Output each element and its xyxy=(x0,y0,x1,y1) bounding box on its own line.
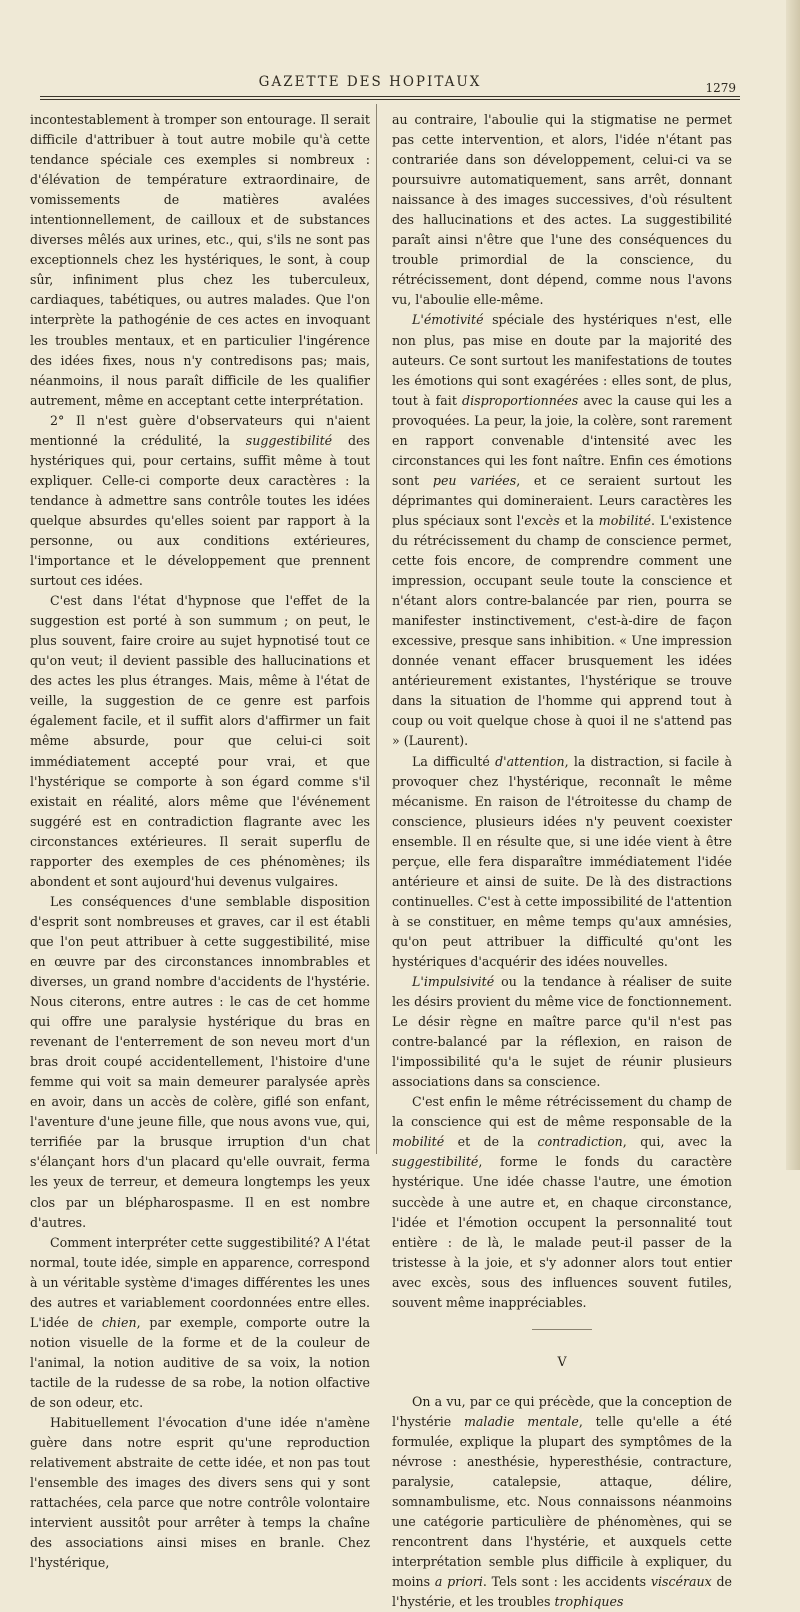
emphasis: excès xyxy=(524,512,560,528)
text-run: 2° Il n'est guère d'observateurs qui n'aient mentionné la crédulité, la xyxy=(30,412,370,448)
page-spine-edge xyxy=(786,0,800,1170)
paragraph: C'est dans l'état d'hypnose que l'effet de la suggestion est porté à son summum ; on peut, le plus souvent, faire croire au sujet hypnotisé tout ce qu'on veut; il devient passible des hallucinations et des actes les plus étranges. Mais, même à l'état de veille, la suggestion de ce genre est parfois également facile, et il suffit alors d'affirmer un fait même absurde, pour que celui-ci soit immédiatement accepté pour vrai, et que l'hystérique se comporte à son égard comme s'il existait en réalité, alors même que l'événement suggéré est en contradiction flagrante avec les circonstances extérieures. Il serait superflu de rapporter des exemples de ces phénomènes; ils abondent et sont aujourd'hui devenus vulgaires. xyxy=(30,593,370,889)
emphasis: L'impulsivité xyxy=(412,974,495,990)
text-run: spéciale des hystériques n'est, elle non plus, pas mise en doute par la majorité des auteurs. Ce sont surtout les manifestations de toutes les émotions qui sont exagérées : elles sont, de plus, tout à fait xyxy=(392,312,732,408)
text-run: . Tels sont : les accidents xyxy=(482,1574,651,1590)
text-run: de l'hystérie, et les troubles xyxy=(392,1574,732,1610)
paragraph xyxy=(30,411,370,591)
emphasis: peu variées xyxy=(432,472,517,488)
text-run: ou la tendance à réaliser de suite les désirs provient du même vice de fonctionnement. Le désir règne en maître parce qu'il n'est pas contre-balancé par la réflexion, en raison de l'impossibilité qu'a le sujet de réunir plusieurs associations dans sa conscience. xyxy=(392,974,732,1090)
emphasis: d'attention xyxy=(495,753,565,769)
emphasis: trophiques xyxy=(554,1594,624,1610)
journal-title: GAZETTE DES HOPITAUX xyxy=(258,74,482,90)
emphasis: viscéraux xyxy=(650,1574,712,1590)
text-run: , et ce seraient surtout les déprimantes qui domineraient. Leurs caractères les plus spéciaux sont l' xyxy=(392,472,732,528)
text-run: , qui, avec la xyxy=(622,1134,732,1150)
emphasis: chien xyxy=(101,1314,137,1330)
paragraph xyxy=(30,1233,370,1413)
text-run: avec la cause qui les a provoquées. La peur, la joie, la colère, sont rarement en rapport convenable d'intensité avec les circonstances qui les font naître. Enfin ces émotions sont xyxy=(392,392,732,488)
text-run: et de la xyxy=(444,1134,538,1150)
running-header xyxy=(40,70,740,96)
text-run: , forme le fonds du caractère hystérique. Une idée chasse l'autre, une émotion succède à une autre et, en chaque circonstance, l'idée et l'émotion occupent la personnalité tout entière : de là, le malade peut-il passer de la tristesse à la joie, et s'y adonner alors tout entier avec excès, sous des influences souvent futiles, souvent même inappréciables. xyxy=(392,1154,732,1310)
paragraph xyxy=(392,310,732,751)
text-run: , la distraction, si facile à provoquer chez l'hystérique, reconnaît le même mécanisme. En raison de l'étroitesse du champ de conscience, plusieurs idées n'y peuvent coexister ensemble. Il en résulte que, si une idée vient à être perçue, elle fera disparaître immédiatement l'idée antérieure et ainsi de suite. De là des distractions continuelles. C'est à cette impossibilité de l'attention à se constituer, en même temps qu'aux amnésies, qu'on peut attribuer la difficulté qu'ont les hystériques d'acquérir des idées nouvelles. xyxy=(392,753,733,969)
text-run: des hystériques qui, pour certains, suffit même à tout expliquer. Celle-ci comporte deux caractères : la tendance à admettre sans contrôle toutes les idées quelque absurdes qu'elles soient par rapport à la personne, ou aux conditions extérieures, l'importance et le développement que prennent surtout ces idées. xyxy=(30,432,370,589)
paragraph: incontestablement à tromper son entourage. Il serait difficile d'attribuer à tout autre mobile qu'à cette tendance spéciale ces exemples si nombreux : d'élévation de température extraordinaire, de vomissements de matières avalées intentionnellement, de cailloux et de substances diverses mêlés aux urines, etc., qui, s'ils ne sont pas exceptionnels chez les hystériques, le sont, à coup sûr, infiniment plus chez les tuberculeux, cardiaques, tabétiques, ou autres malades. Que l'on interprète la pathogénie de ces actes en invoquant les troubles mentaux, et en particulier l'ingérence des idées fixes, nous n'y contredisons pas; mais, néanmoins, il nous paraît difficile de les qualifier autrement, même en acceptant cette interprétation. xyxy=(30,112,370,408)
emphasis: disproportionnées xyxy=(462,392,579,408)
text-run: C'est enfin le même rétrécissement du champ de la conscience qui est de même responsable de la xyxy=(392,1094,732,1130)
text-run: et la xyxy=(559,512,599,528)
header-rule-thin xyxy=(40,99,740,100)
paragraph: au contraire, l'aboulie qui la stigmatise ne permet pas cette intervention, et alors, l'idée n'étant pas contrariée dans son développement, celui-ci va se poursuivre automatiquement, sans arrêt, donnant naissance à des images successives, d'où résultent des hallucinations et des actes. La suggestibilité paraît ainsi n'être que l'une des conséquences du trouble primordial de la conscience, du rétrécissement, dont dépend, comme nous l'avons vu, l'aboulie elle-même. xyxy=(392,112,732,308)
right-column xyxy=(392,110,732,1612)
text-run: , telle qu'elle a été formulée, explique la plupart des symptômes de la névrose : anesthésie, hyperesthésie, contracture, paralysie, catalepsie, attaque, délire, somnambulisme, etc. Nous connaissons néanmoins une catégorie particulière de phénomènes, qui se rencontrent dans l'hystérie, et auxquels cette interprétation semble plus difficile à expliquer, du moins xyxy=(392,1413,732,1590)
paragraph: Habituellement l'évocation d'une idée n'amène guère dans notre esprit qu'une reproduction relativement abstraite de cette idée, et non pas tout l'ensemble des images des divers sens qui y sont rattachées, cela parce que notre contrôle volontaire intervient aussitôt pour arrêter à temps la chaîne des associations ainsi mises en branle. Chez l'hystérique, xyxy=(30,1415,370,1571)
paragraph xyxy=(392,1392,732,1612)
emphasis: maladie mentale xyxy=(463,1413,579,1429)
text-run: , par exemple, comporte outre la notion visuelle de la forme et de la couleur de l'animal, la notion auditive de sa voix, la notion tactile de la rudesse de sa robe, la notion olfactive de son odeur, etc. xyxy=(30,1314,371,1410)
emphasis: suggestibilité xyxy=(392,1154,479,1170)
section-rule-above xyxy=(532,1329,592,1330)
text-run: On a vu, par ce qui précède, que la conception de l'hystérie xyxy=(392,1393,732,1429)
page-number: 1279 xyxy=(705,81,736,95)
emphasis: contradiction xyxy=(537,1134,623,1150)
text-run: Comment interpréter cette suggestibilité? A l'état normal, toute idée, simple en apparence, correspond à un véritable système d'images différentes les unes des autres et variablement coordonnées entre elles. L'idée de xyxy=(30,1234,370,1330)
left-column xyxy=(30,110,370,1573)
column-divider xyxy=(376,104,377,1154)
text-run: La difficulté xyxy=(412,753,496,769)
emphasis: mobilité xyxy=(392,1134,445,1150)
paragraph: Les conséquences d'une semblable disposition d'esprit sont nombreuses et graves, car il est établi que l'on peut attribuer à cette suggestibilité, mise en œuvre par des circonstances innombrables et diverses, un grand nombre d'accidents de l'hystérie. Nous citerons, entre autres : le cas de cet homme qui offre une paralysie hystérique du bras en revenant de l'enterrement de son neveu mort d'un bras droit coupé accidentellement, l'histoire d'une femme qui voit sa main demeurer paralysée après en avoir, dans un accès de colère, giflé son enfant, l'aventure d'une jeune fille, que nous avons vue, qui, terrifiée par la brusque irruption d'un chat s'élançant hors d'un placard qu'elle ouvrait, ferma les yeux de terreur, et demeura longtemps les yeux clos par un blépharospasme. Il en est nombre d'autres. xyxy=(30,893,370,1230)
text-run: . L'existence du rétrécissement du champ de conscience permet, cette fois encore, de comprendre comment une impression, occupant seule toute la conscience et n'étant alors contre-balancée par rien, pourra se manifester instinctivement, c'est-à-dire de façon excessive, presque sans inhibition. « Une impression donnée venant effacer brusquement les idées antérieurement existantes, l'hystérique se trouve dans la situation de l'homme qui apprend tout à coup ou voit quelque chose à quoi il ne s'attend pas » (Laurent). xyxy=(392,512,732,749)
section-heading: V xyxy=(557,1353,567,1369)
emphasis: L'émotivité xyxy=(412,312,484,328)
emphasis: suggestibilité xyxy=(245,432,333,448)
header-rule-thick xyxy=(40,96,740,97)
paragraph xyxy=(392,1092,732,1313)
paragraph xyxy=(392,972,732,1092)
emphasis: mobilité xyxy=(598,512,651,528)
emphasis: a priori xyxy=(434,1574,483,1590)
paragraph xyxy=(392,752,732,973)
